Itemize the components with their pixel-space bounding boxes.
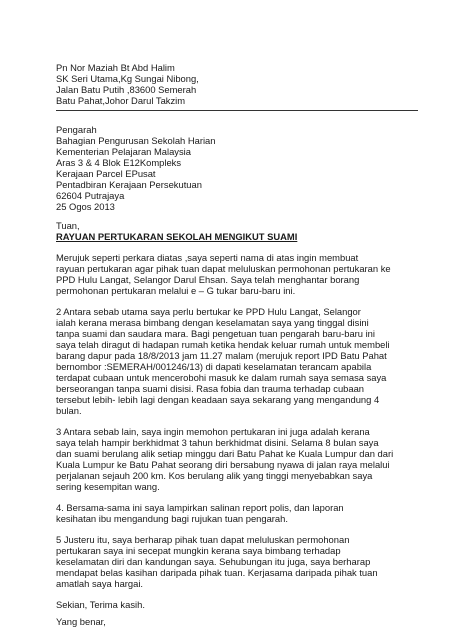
paragraph-line: 4. Bersama-sama ini saya lampirkan salinan report polis, dan laporan (56, 502, 344, 513)
paragraph-line: 3 Antara sebab lain, saya ingin memohon pertukaran ini juga adalah kerana (56, 426, 370, 437)
signoff-text: Yang benar, (56, 616, 106, 627)
paragraph-line: tanpa suami dan saudara mara. Bagi pengetuan tuan pengarah baru-baru ini (56, 328, 375, 339)
subject-heading: RAYUAN PERTUKARAN SEKOLAH MENGIKUT SUAMI (56, 231, 298, 242)
paragraph-line: mendapat belas kasihan daripada pihak tuan. Kerjasama daripada pihak tuan (56, 567, 378, 578)
sender-line: SK Seri Utama,Kg Sungai Nibong, (56, 73, 199, 84)
closing-text: Sekian, Terima kasih. (56, 599, 145, 610)
sender-line: Batu Pahat,Johor Darul Takzim (56, 95, 186, 106)
paragraph-line: ialah kerana merasa bimbang dengan keselamatan saya yang tinggal disini (56, 317, 369, 328)
recipient-line: 62604 Putrajaya (56, 190, 125, 201)
paragraph-line: bulan. (56, 405, 82, 416)
paragraph-line: tersebut lebih- lebih lagi dengan keadaan saya sekarang yang mengandung 4 (56, 394, 380, 405)
letter-date: 25 Ogos 2013 (56, 201, 115, 212)
recipient-line: Pentadbiran Kerajaan Persekutuan (56, 179, 202, 190)
paragraph-line: pertukaran saya ini secepat mungkin kerana saya bimbang terhadap (56, 545, 341, 556)
paragraph-line: perjalanan sejauh 200 km. Kos berulang alik yang tinggi menyebabkan saya (56, 470, 373, 481)
paragraph-line: Merujuk seperti perkara diatas ,saya seperti nama di atas ingin membuat (56, 252, 359, 263)
paragraph-line: Kuala Lumpur ke Batu Pahat seorang diri bersabung nyawa di jalan raya melalui (56, 459, 390, 470)
paragraph-line: kesihatan ibu mengandung bagi rujukan tuan pengarah. (56, 513, 288, 524)
recipient-line: Bahagian Pengurusan Sekolah Harian (56, 135, 216, 146)
paragraph-line: sering kesempitan wang. (56, 481, 160, 492)
paragraph-line: barang dapur pada 18/8/2013 jam 11.27 malam (merujuk report IPD Batu Pahat (56, 350, 387, 361)
paragraph-line: amatlah saya hargai. (56, 578, 144, 589)
paragraph-line: saya telah hampir berkhidmat 3 tahun berkhidmat disini. Selama 8 bulan saya (56, 437, 379, 448)
paragraph-line: terdapat cubaan untuk mencerobohi masuk ke dalam rumah saya semasa saya (56, 372, 387, 383)
paragraph-line: dan suami berulang alik setiap minggu dari Batu Pahat ke Kuala Lumpur dan dari (56, 448, 394, 459)
paragraph-line: keselamatan diri dan kandungan saya. Sehubungan itu juga, saya berharap (56, 556, 371, 567)
recipient-line: Aras 3 & 4 Blok E12Kompleks (56, 157, 182, 168)
recipient-line: Kerajaan Parcel EPusat (56, 168, 156, 179)
paragraph-line: PPD Hulu Langat, Selangor Darul Ehsan. Saya telah menghantar borang (56, 274, 360, 285)
paragraph-line: berseorangan tanpa suami disisi. Rasa fobia dan trauma terhadap cubaan (56, 383, 365, 394)
sender-line: Pn Nor Maziah Bt Abd Halim (56, 62, 175, 73)
sender-line: Jalan Batu Putih ,83600 Semerah (56, 84, 197, 95)
paragraph-line: rayuan pertukaran agar pihak tuan dapat meluluskan permohonan pertukaran ke (56, 263, 391, 274)
separator-rule (56, 110, 418, 111)
paragraph-line: 2 Antara sebab utama saya perlu bertukar ke PPD Hulu Langat, Selangor (56, 306, 361, 317)
salutation: Tuan, (56, 220, 80, 231)
paragraph-line: bernombor :SEMERAH/001246/13) di dapati keselamatan terancam apabila (56, 361, 372, 372)
recipient-line: Kementerian Pelajaran Malaysia (56, 146, 191, 157)
paragraph-line: 5 Justeru itu, saya berharap pihak tuan dapat meluluskan permohonan (56, 534, 350, 545)
paragraph-line: permohonan pertukaran melalui e – G tukar baru-baru ini. (56, 285, 296, 296)
paragraph-line: saya telah diragut di hadapan rumah ketika hendak keluar rumah untuk membeli (56, 339, 390, 350)
recipient-line: Pengarah (56, 124, 97, 135)
